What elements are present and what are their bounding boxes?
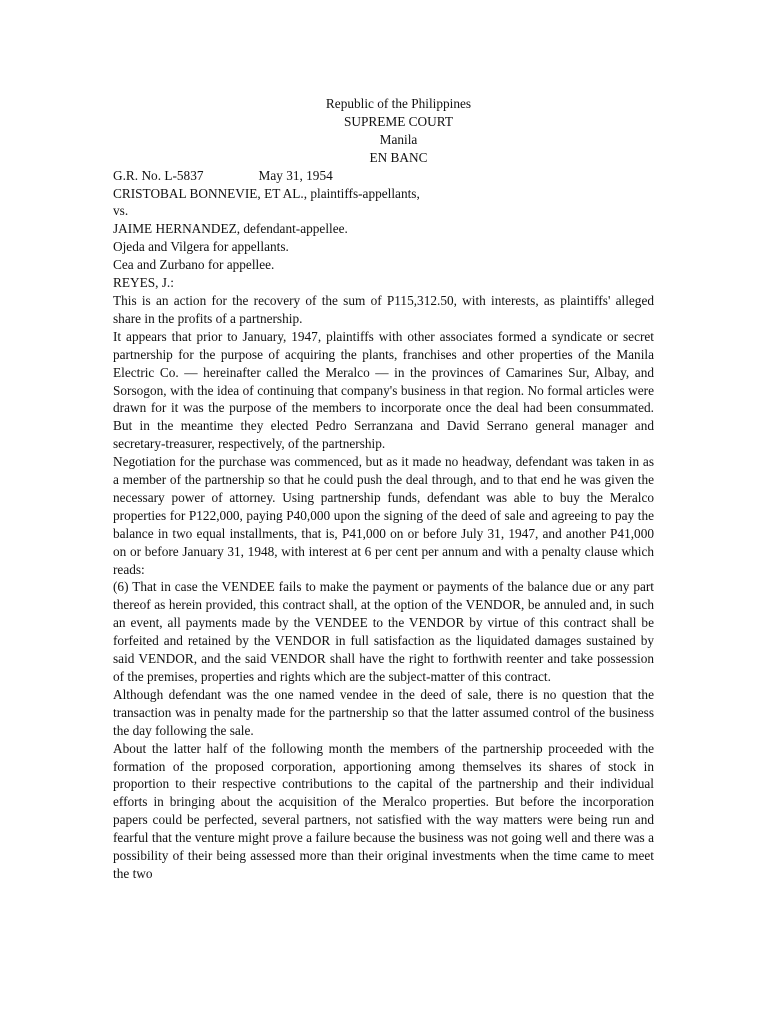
gr-number: G.R. No. L-5837: [113, 167, 204, 183]
defendant: JAIME HERNANDEZ, defendant-appellee.: [113, 221, 348, 237]
document-page: [113, 95, 654, 883]
plaintiffs: CRISTOBAL BONNEVIE, ET AL., plaintiffs-appellants,: [113, 185, 420, 201]
paragraph-2: It appears that prior to January, 1947, plaintiffs with other associates formed a syndicate or secret partnership for the purpose of acquiring the plants, franchises and other properties of the Manila Electric Co. — hereinafter called the Meralco — in the provinces of Camarines Sur, Albay, and Sorsogon, with the idea of continuing that company's business in that region. No formal articles were drawn for it was the purpose of the members to incorporate once the deal had been consummated. But in the meantime they elected Pedro Serranzana and David Serrano general manager and secretary-treasurer, respectively, of the partnership.: [113, 328, 654, 452]
header-court: SUPREME COURT: [344, 113, 453, 129]
paragraph-5: Although defendant was the one named vendee in the deed of sale, there is no question that the transaction was in penalty made for the partnership so that the latter assumed control of the business the day following the sale.: [113, 686, 654, 738]
paragraph-4-quoted-clause: (6) That in case the VENDEE fails to make the payment or payments of the balance due or any part thereof as herein provided, this contract shall, at the option of the VENDOR, be annuled and, in such an event, all payments made by the VENDEE to the VENDOR by virtue of this contract shall be forfeited and retained by the VENDOR in full satisfaction as the liquidated damages sustained by said VENDOR, and the said VENDOR shall have the right to forthwith reenter and take possession of the premises, properties and rights which are the subject-matter of this contract.: [113, 579, 654, 684]
header-republic: Republic of the Philippines: [325, 96, 472, 111]
counsel-appellee: Cea and Zurbano for appellee.: [113, 257, 275, 273]
counsel-appellants: Ojeda and Vilgera for appellants.: [113, 239, 289, 255]
paragraph-1: This is an action for the recovery of the sum of P115,312.50, with interests, as plaintiffs' alleged share in the profits of a partnership.: [113, 292, 654, 326]
decision-date: May 31, 1954: [258, 167, 333, 183]
ponente: REYES, J.:: [113, 275, 174, 291]
header-city: Manila: [379, 131, 418, 147]
header-division: EN BANC: [369, 149, 428, 165]
case-number-line: [113, 167, 654, 185]
versus: vs.: [113, 203, 129, 219]
paragraph-6: About the latter half of the following month the members of the partnership proceeded with the formation of the proposed corporation, apportioning among themselves its shares of stock in proportion to their respective contributions to the capital of the partnership and their individual efforts in bringing about the acquisition of the Meralco properties. But before the incorporation papers could be perfected, several partners, not satisfied with the way matters were being run and fearful that the venture might prove a failure because the business was not going well and there was a possibility of their being assessed more than their original investments when the time came to meet the two: [113, 740, 654, 881]
paragraph-3: Negotiation for the purchase was commenced, but as it made no headway, defendant was taken in as a member of the partnership so that he could push the deal through, and to that end he was given the necessary power of attorney. Using partnership funds, defendant was able to buy the Meralco properties for P122,000, paying P40,000 upon the signing of the deed of sale and agreeing to pay the balance in two equal installments, that is, P41,000 on or before July 31, 1947, and another P41,000 on or before January 31, 1948, with interest at 6 per cent per annum and with a penalty clause which reads:: [113, 454, 654, 577]
